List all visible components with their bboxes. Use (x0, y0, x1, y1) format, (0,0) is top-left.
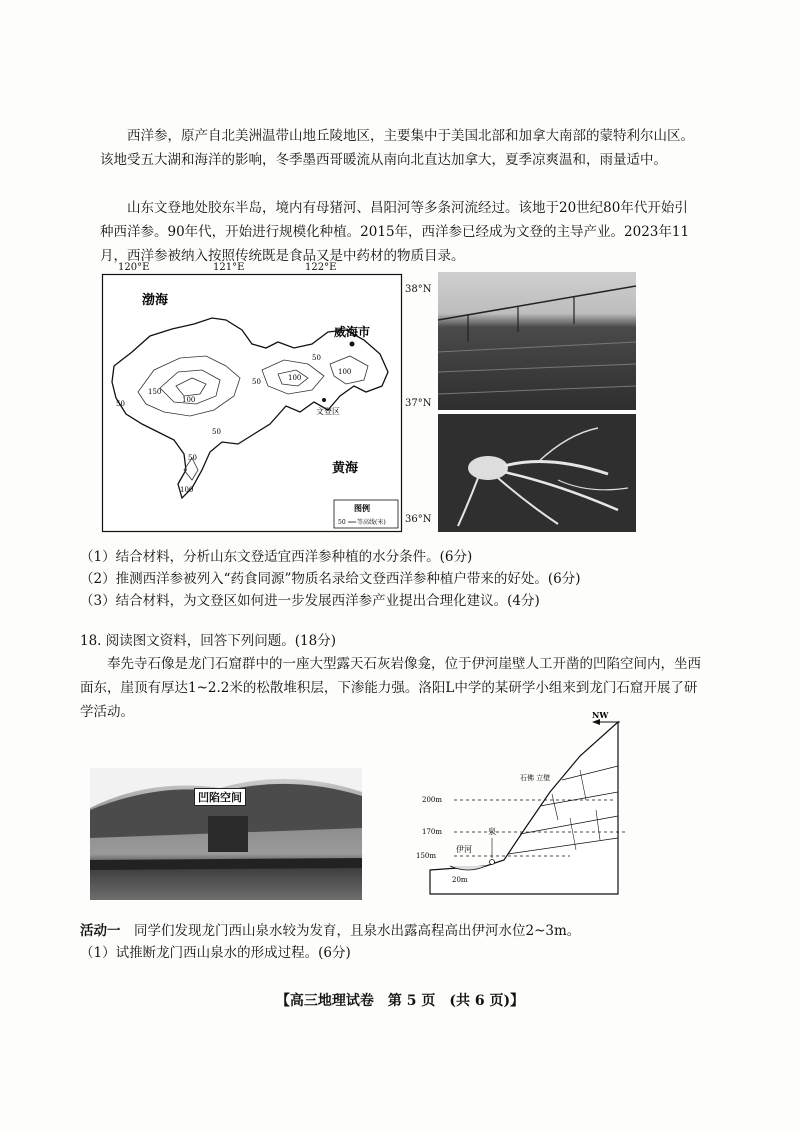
elev-170: 170m (422, 828, 442, 836)
contour-value: 50 (252, 378, 261, 386)
contour-value: 100 (182, 396, 196, 404)
buddha-wall-label: 石佛 立壁 (520, 774, 551, 782)
legend-contour-value: 50 (338, 519, 346, 526)
direction-label: NW (592, 710, 609, 720)
shandong-map (102, 274, 402, 532)
lon-label-121: 121°E (213, 262, 245, 273)
lon-label-120: 120°E (118, 262, 150, 273)
elev-20: 20m (452, 876, 468, 884)
spring-label: 泉 (488, 827, 496, 836)
contour-value: 50 (188, 454, 197, 462)
spring-dot (490, 860, 495, 865)
material-paragraph-1: 西洋参，原产自北美洲温带山地丘陵地区，主要集中于美国北部和加拿大南部的蒙特利尔山区。该地受五大湖和海洋的影响，冬季墨西哥暖流从南向北直达加拿大，夏季凉爽温和，雨量适中。 (100, 128, 694, 168)
contour-value: 50 (212, 428, 221, 436)
legend-contour-label: 等高线(米) (357, 519, 386, 526)
activity-text: 同学们发现龙门西山泉水较为发育，且泉水出露高程高出伊河水位2~3m。 (134, 923, 581, 939)
lon-label-122: 122°E (305, 262, 337, 273)
q18-text: 奉先寺石像是龙门石窟群中的一座大型露天石灰岩像龛，位于伊河崖壁人工开凿的凹陷空间内，坐西面东，崖顶有厚达1~2.2米的松散堆积层，下渗能力强。洛阳L中学的某研学小组来到龙门石窟开展了研学活动。 (80, 656, 701, 720)
bohai-label: 渤海 (142, 293, 169, 308)
contour-value: 100 (180, 486, 194, 494)
contour-value: 150 (148, 388, 162, 396)
contour-value: 100 (288, 374, 302, 382)
q18-sub1: （1）试推断龙门西山泉水的形成过程。(6分) (80, 945, 351, 961)
wendeng-label: 文登区 (316, 407, 340, 416)
elev-200: 200m (422, 796, 442, 804)
cross-section-diagram (416, 710, 620, 900)
lat-label-37: 37°N (405, 398, 432, 409)
ginseng-root-drawing (438, 414, 636, 532)
weihai-label: 威海市 (334, 325, 371, 339)
elev-150: 150m (416, 852, 436, 860)
contour-value: 50 (312, 354, 321, 362)
ginseng-root-photo (438, 414, 636, 532)
concave-space-label: 凹陷空间 (194, 788, 246, 806)
field-photo (438, 272, 636, 410)
huanghai-label: 黄海 (332, 461, 359, 476)
page-footer: 【高三地理试卷 第 5 页 (共 6 页)】 (275, 993, 525, 1009)
weihai-dot (350, 342, 355, 347)
q17-sub2: （2）推测西洋参被列入“药食同源”物质名录给文登西洋参种植户带来的好处。(6分) (80, 571, 581, 587)
q17-sub1: （1）结合材料，分析山东文登适宜西洋参种植的水分条件。(6分) (80, 549, 473, 565)
field-photo-lines (438, 272, 636, 410)
lat-label-36: 36°N (405, 514, 432, 525)
activity-line (80, 920, 720, 942)
river-label: 伊河 (456, 845, 472, 854)
activity-label: 活动一 (80, 923, 121, 939)
contour-value: 50 (116, 400, 125, 408)
material-paragraph-2: 山东文登地处胶东半岛，境内有母猪河、昌阳河等多条河流经过。该地于20世纪80年代开始引种西洋参。90年代，开始进行规模化种植。2015年，西洋参已经成为文登的主导产业。2023年11月，西洋参被纳入按照传统既是食品又是中药材的物质目录。 (100, 200, 690, 264)
grottoes-photo (90, 768, 362, 900)
legend-title: 图例 (354, 503, 370, 513)
contour-value: 100 (338, 368, 352, 376)
wendeng-dot (322, 398, 326, 402)
q17-sub3: （3）结合材料，为文登区如何进一步发展西洋参产业提出合理化建议。(4分) (80, 593, 540, 609)
lat-label-38: 38°N (405, 284, 432, 295)
q18-head: 18. 阅读图文资料，回答下列问题。(18分) (80, 633, 336, 649)
